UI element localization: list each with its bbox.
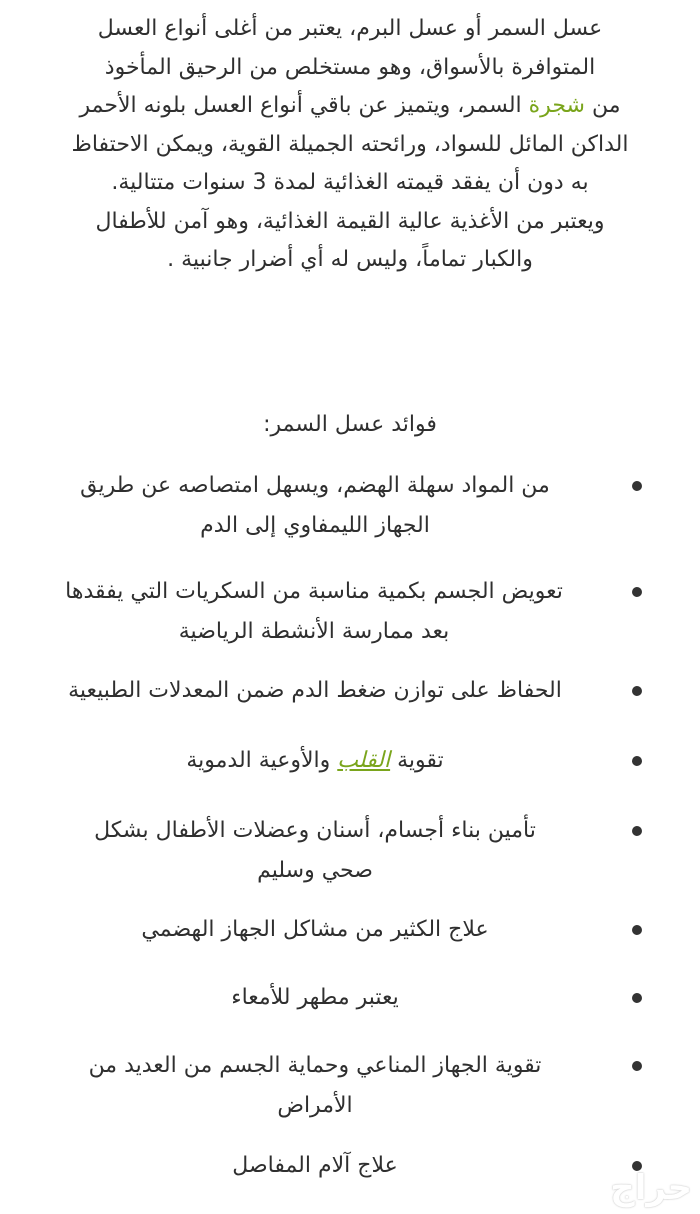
bullet-icon <box>632 587 642 597</box>
benefits-heading: فوائد عسل السمر: <box>263 412 437 437</box>
list-item-text <box>30 1046 600 1126</box>
list-item-line: تعويض الجسم بكمية مناسبة من السكريات التي يفقدها <box>65 579 563 604</box>
list-item-line: الأمراض <box>277 1093 353 1118</box>
bullet-icon <box>632 481 642 491</box>
list-item-text-part: تقوية <box>390 748 444 773</box>
intro-line: المتوافرة بالأسواق، وهو مستخلص من الرحيق المأخوذ <box>104 54 596 80</box>
intro-text: السمر، ويتميز عن باقي أنواع العسل بلونه الأحمر <box>79 93 529 118</box>
list-item-text <box>30 1146 600 1186</box>
list-item-text <box>30 741 600 781</box>
heart-link[interactable]: القلب <box>337 748 391 773</box>
bullet-icon <box>632 756 642 766</box>
intro-line: ويعتبر من الأغذية عالية القيمة الغذائية، وهو آمن للأطفال <box>95 208 605 234</box>
intro-line: عسل السمر أو عسل البرم، يعتبر من أغلى أنواع العسل <box>97 16 603 41</box>
bullet-icon <box>632 826 642 836</box>
list-item-line <box>30 741 600 781</box>
haraj-watermark-logo: حراج <box>610 1168 692 1208</box>
list-item-line: الجهاز الليمفاوي إلى الدم <box>200 513 430 538</box>
list-item-text <box>30 671 600 711</box>
list-item-text <box>30 811 600 891</box>
bullet-icon <box>632 686 642 696</box>
list-item-line: يعتبر مطهر للأمعاء <box>231 985 399 1010</box>
bullet-icon <box>632 1061 642 1071</box>
list-item-text-part: والأوعية الدموية <box>186 748 338 773</box>
list-item-line: علاج الكثير من مشاكل الجهاز الهضمي <box>141 917 489 942</box>
list-item-text <box>30 910 600 950</box>
intro-text: من <box>584 93 621 118</box>
list-item-line: بعد ممارسة الأنشطة الرياضية <box>178 619 450 644</box>
intro-paragraph <box>40 10 660 280</box>
intro-line: به دون أن يفقد قيمته الغذائية لمدة 3 سنوات متتالية. <box>111 170 589 195</box>
tree-link[interactable]: شجرة <box>528 93 585 118</box>
list-item-line: علاج آلام المفاصل <box>232 1153 398 1178</box>
list-item-line: الحفاظ على توازن ضغط الدم ضمن المعدلات الطبيعية <box>68 678 562 703</box>
intro-line: الداكن المائل للسواد، ورائحته الجميلة القوية، ويمكن الاحتفاظ <box>71 131 629 157</box>
bullet-icon <box>632 925 642 935</box>
list-item-text <box>30 466 600 546</box>
intro-line: والكبار تماماً، وليس له أي أضرار جانبية . <box>167 247 533 272</box>
list-item-line: من المواد سهلة الهضم، ويسهل امتصاصه عن طريق <box>80 473 550 498</box>
intro-line <box>40 87 660 126</box>
list-item-line: تأمين بناء أجسام، أسنان وعضلات الأطفال بشكل <box>94 818 536 843</box>
list-item-line: صحي وسليم <box>257 858 373 883</box>
bullet-icon <box>632 993 642 1003</box>
list-item-line: تقوية الجهاز المناعي وحماية الجسم من العديد من <box>88 1053 542 1078</box>
list-item-text <box>20 572 608 652</box>
list-item-text <box>30 978 600 1018</box>
